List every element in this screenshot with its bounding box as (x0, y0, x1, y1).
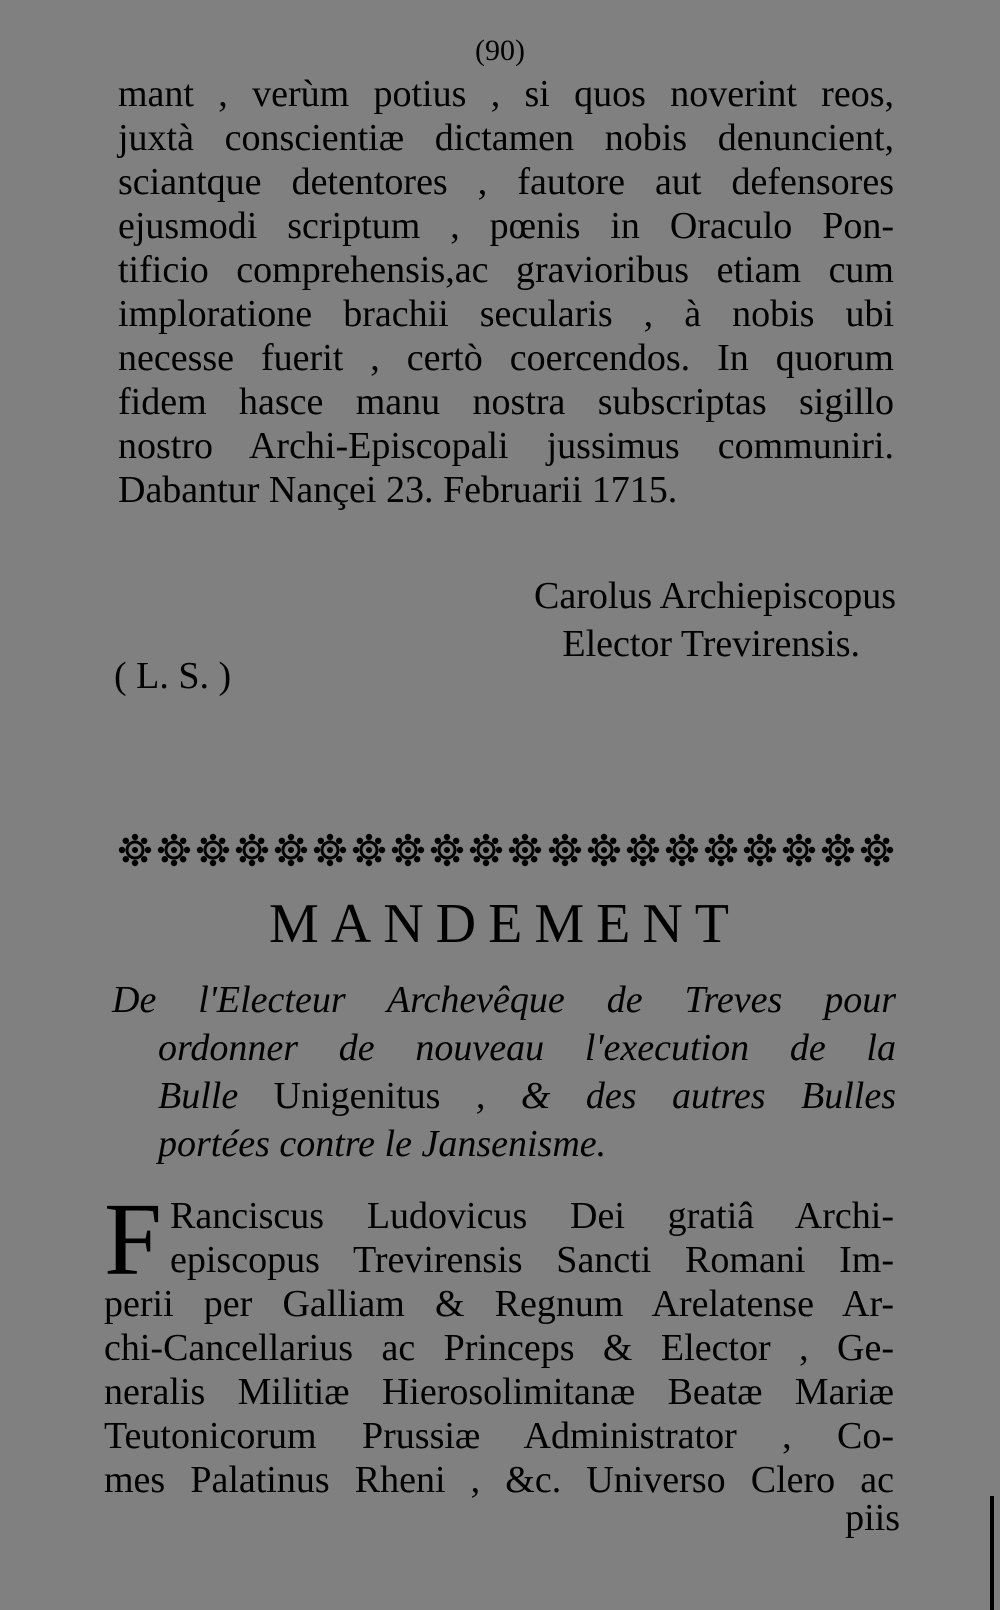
text-line: Teutonicorum Prussiæ Administrator , Co- (104, 1415, 894, 1457)
section-heading: MANDEMENT (269, 893, 741, 955)
margin-rule (990, 1496, 994, 1610)
signature-name: Carolus Archiepiscopus (533, 575, 896, 617)
rosette-ornament-icon (313, 833, 347, 867)
signature-title: Elector Trevirensis. (562, 623, 860, 665)
text-line: juxtà conscientiæ dictamen nobis denuncient, (118, 117, 894, 159)
subtitle-line: De l'Electeur Archevêque de Treves pour (112, 979, 896, 1021)
mandement-text (104, 1182, 894, 1502)
text-line: perii per Galliam & Regnum Arelatense Ar- (104, 1283, 894, 1325)
text-line: sciantque detentores , fautore aut defensores (118, 161, 894, 203)
catchword: piis (845, 1497, 900, 1539)
rosette-ornament-icon (430, 833, 464, 867)
rosette-ornament-icon (235, 833, 269, 867)
rosette-ornament-icon (704, 833, 738, 867)
rosette-ornament-icon (860, 833, 894, 867)
rosette-ornament-icon (469, 833, 503, 867)
text-line: Dabantur Nançei 23. Februarii 1715. (118, 469, 678, 511)
rosette-ornament-icon (548, 833, 582, 867)
ornament-divider (118, 830, 894, 870)
rosette-ornament-icon (352, 833, 386, 867)
signature-block (534, 572, 896, 668)
text-line: tificio comprehensis,ac gravioribus etiam cum (118, 249, 894, 291)
subtitle-line (158, 1072, 896, 1120)
text-line: neralis Militiæ Hierosolimitanæ Beatæ Mariæ (104, 1371, 894, 1413)
rosette-ornament-icon (821, 833, 855, 867)
bull-name: Unigenitus (273, 1075, 441, 1117)
subtitle-italic: Bulle (158, 1075, 274, 1117)
subtitle-line: portées contre le Jansenisme. (158, 1123, 607, 1165)
text-line: Ranciscus Ludovicus Dei gratiâ Archi- (170, 1195, 894, 1237)
rosette-ornament-icon (391, 833, 425, 867)
text-line: episcopus Trevirensis Sancti Romani Im- (170, 1239, 894, 1281)
text-line: chi-Cancellarius ac Princeps & Elector , Ge- (104, 1327, 894, 1369)
text-line: imploratione brachii secularis , à nobis ubi (118, 293, 894, 335)
subtitle-line: ordonner de nouveau l'execution de la (158, 1027, 896, 1069)
page-number: (90) (475, 34, 525, 67)
text-line: nostro Archi-Episcopali jussimus communiri. (118, 425, 894, 467)
rosette-ornament-icon (196, 833, 230, 867)
text-line: fidem hasce manu nostra subscriptas sigillo (118, 381, 894, 423)
section-subtitle (112, 976, 896, 1168)
text-line: ejusmodi scriptum , pœnis in Oraculo Pon- (118, 205, 894, 247)
rosette-ornament-icon (157, 833, 191, 867)
text-line: mant , verùm potius , si quos noverint reos, (118, 73, 894, 115)
rosette-ornament-icon (626, 833, 660, 867)
drop-cap: F (104, 1182, 162, 1297)
subtitle-italic: , & des autres Bulles (440, 1075, 896, 1117)
rosette-ornament-icon (587, 833, 621, 867)
rosette-ornament-icon (743, 833, 777, 867)
seal-mark: ( L. S. ) (114, 655, 232, 697)
rosette-ornament-icon (118, 833, 152, 867)
text-line: mes Palatinus Rheni , &c. Universo Clero ac (104, 1459, 894, 1501)
rosette-ornament-icon (782, 833, 816, 867)
rosette-ornament-icon (274, 833, 308, 867)
rosette-ornament-icon (665, 833, 699, 867)
letter-text (118, 72, 894, 512)
text-line: necesse fuerit , certò coercendos. In quorum (118, 337, 894, 379)
rosette-ornament-icon (508, 833, 542, 867)
